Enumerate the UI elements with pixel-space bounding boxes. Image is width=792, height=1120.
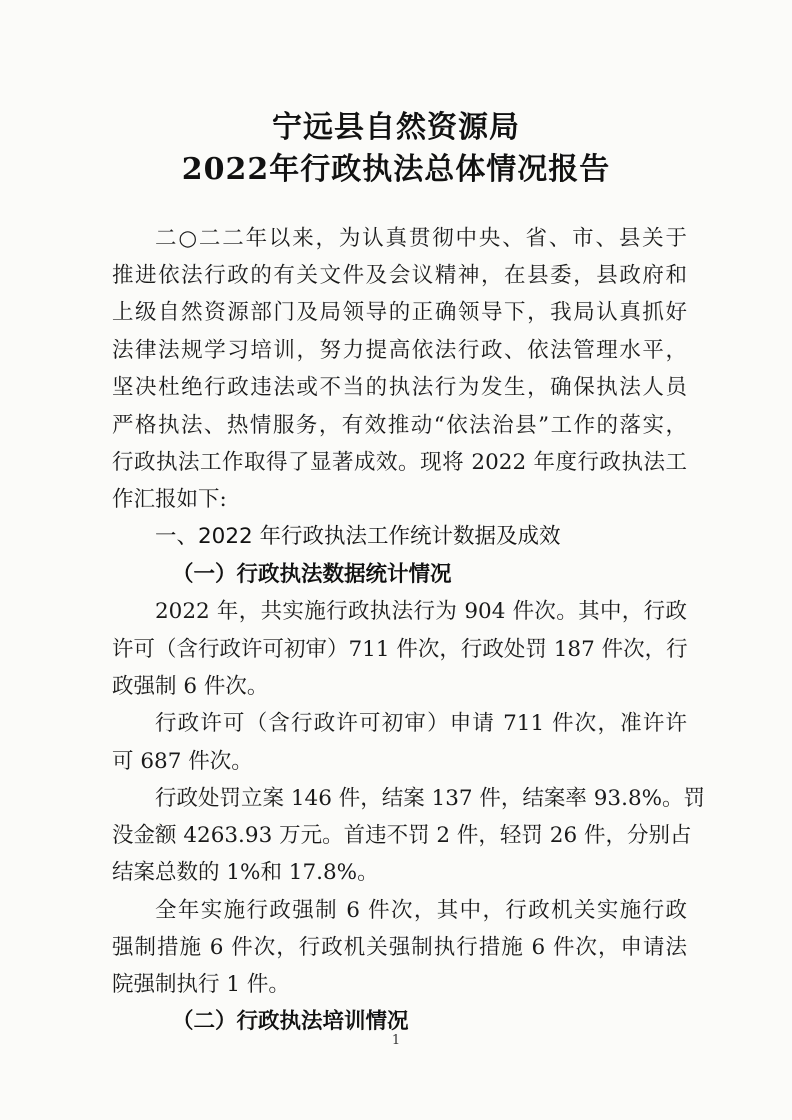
para2-line: 可 687 件次。: [112, 749, 253, 774]
para2-line: 行政许可（含行政许可初审）申请 711 件次，准许许: [155, 711, 687, 736]
intro-line: 作汇报如下:: [112, 487, 227, 512]
para1-line: 许可（含行政许可初审）711 件次，行政处罚 187 件次，行: [112, 637, 688, 662]
page-number: 1: [391, 1033, 401, 1048]
intro-line: 法律法规学习培训，努力提高依法行政、依法管理水平，: [112, 338, 687, 363]
subsection2-heading: （二）行政执法培训情况: [172, 1009, 409, 1034]
intro-line: 行政执法工作取得了显著成效。现将 2022 年度行政执法工: [112, 450, 687, 475]
para4-line: 强制措施 6 件次，行政机关强制执行措施 6 件次，申请法: [112, 935, 687, 960]
intro-line: 二○二二年以来，为认真贯彻中央、省、市、县关于: [155, 226, 687, 251]
subsection1-heading: （一）行政执法数据统计情况: [172, 562, 452, 587]
intro-line: 上级自然资源部门及局领导的正确领导下，我局认真抓好: [112, 300, 687, 325]
para4-line: 院强制执行 1 件。: [112, 972, 290, 997]
para3-line: 行政处罚立案 146 件，结案 137 件，结案率 93.8%。罚: [155, 786, 706, 811]
document-title-line1: 宁远县自然资源局: [272, 110, 520, 145]
intro-line: 严格执法、热情服务，有效推动“依法治县”工作的落实，: [112, 413, 687, 438]
intro-line: 坚决杜绝行政违法或不当的执法行为发生，确保执法人员: [112, 375, 687, 400]
para1-line: 政强制 6 件次。: [112, 674, 269, 699]
para3-line: 没金额 4263.93 万元。首违不罚 2 件，轻罚 26 件，分别占: [112, 823, 692, 848]
para1-line: 2022 年，共实施行政执法行为 904 件次。其中，行政: [155, 599, 687, 624]
document-title-line2: 2022年行政执法总体情况报告: [181, 152, 611, 187]
para4-line: 全年实施行政强制 6 件次，其中，行政机关实施行政: [155, 898, 687, 923]
section1-heading: 一、2022 年行政执法工作统计数据及成效: [155, 524, 561, 549]
para3-line: 结案总数的 1%和 17.8%。: [112, 860, 379, 885]
intro-line: 推进依法行政的有关文件及会议精神，在县委，县政府和: [112, 263, 687, 288]
